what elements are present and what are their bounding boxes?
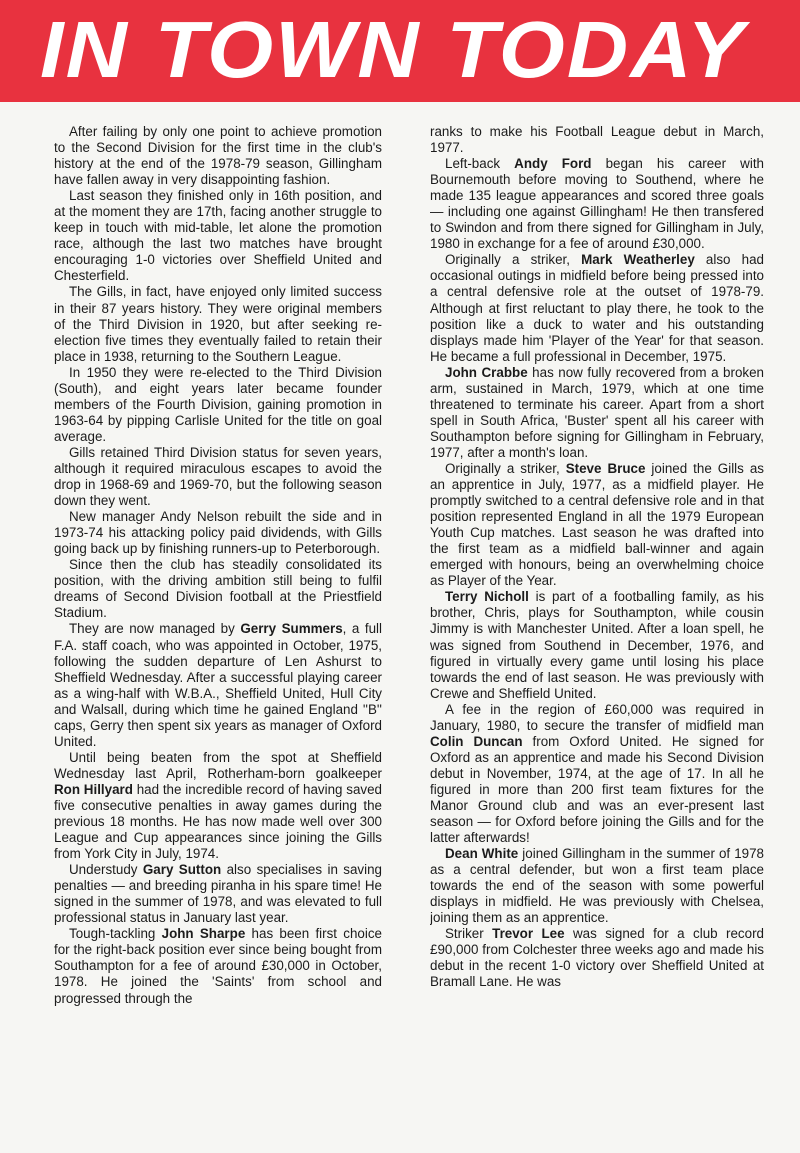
article-paragraph — [54, 509, 382, 557]
article-paragraph — [54, 365, 382, 445]
paragraph-text: joined Gillingham in the summer of 1978 as a central defender, but won a first team place towards the end of the season with some powerful displays in midfield. He was previously with Chelsea, joining them as an apprentice. — [430, 846, 764, 926]
paragraph-text: Gills retained Third Division status for seven years, although it required miraculous escapes to avoid the drop in 1968-69 and 1969-70, but the following season down they went. — [54, 444, 382, 509]
article-paragraph — [54, 750, 382, 862]
player-name: Gary Sutton — [142, 862, 222, 878]
article-paragraph — [430, 461, 764, 589]
paragraph-text: Until being beaten from the spot at Sheffield Wednesday last April, Rotherham-born goalkeeper — [54, 749, 382, 781]
paragraph-text: had the incredible record of having saved five consecutive penalties in away games during the previous 18 months. He has now made well over 300 League and Cup appearances since joining the Gills from York City in July, 1974. — [54, 781, 382, 862]
paragraph-text: They are now managed by — [69, 621, 241, 637]
paragraph-text: New manager Andy Nelson rebuilt the side and in 1973-74 his attacking policy paid dividends, with Gills going back up by finishing runners-up to Peterborough. — [54, 509, 382, 557]
paragraph-text: Originally a striker, — [445, 460, 566, 476]
article-paragraph — [54, 862, 382, 926]
article-paragraph — [430, 252, 764, 364]
page-title: IN TOWN TODAY — [40, 5, 746, 94]
article-paragraph — [54, 926, 382, 1006]
article-paragraph — [54, 621, 382, 749]
article-paragraph — [430, 589, 764, 701]
article-paragraph — [430, 846, 764, 926]
paragraph-text: In 1950 they were re-elected to the Third Division (South), and eight years later became founder members of the Fourth Division, gaining promotion in 1963-64 by pipping Carlisle United for the title on goal average. — [54, 364, 382, 444]
paragraph-text: Striker — [445, 926, 493, 942]
paragraph-text: Understudy — [69, 862, 143, 878]
article-paragraph — [430, 365, 764, 461]
player-name: Andy Ford — [514, 156, 592, 172]
article-column-left — [54, 124, 382, 1144]
paragraph-text: The Gills, in fact, have enjoyed only limited success in their 87 years history. They were original members of the Third Division in 1920, but after seeking re-election five times they eventually failed to retain their place in 1938, returning to the Southern League. — [54, 284, 382, 364]
article-paragraph — [54, 445, 382, 509]
article-paragraph — [430, 702, 764, 846]
article-paragraph — [54, 124, 382, 188]
player-name: Terry Nicholl — [445, 589, 529, 605]
article-paragraph — [54, 557, 382, 621]
player-name: John Crabbe — [445, 364, 528, 380]
article-paragraph — [430, 124, 764, 156]
article-paragraph — [430, 926, 764, 990]
paragraph-text: ranks to make his Football League debut in March, 1977. — [430, 124, 764, 156]
paragraph-text: is part of a footballing family, as his brother, Chris, plays for Southampton, while cousin Jimmy is with Manchester United. After a loan spell, he was signed from Southend in December, 1976, and figured in virtually every game until losing his place towards the end of last season. He was previously with Crewe and Sheffield United. — [430, 589, 764, 701]
paragraph-text: Originally a striker, — [445, 252, 582, 268]
player-name: Dean White — [445, 846, 519, 862]
paragraph-text: Last season they finished only in 16th position, and at the moment they are 17th, facing another struggle to keep in touch with mid-table, let alone the promotion race, although the last two matches have brought encouraging 1-0 victories over Sheffield United and Chesterfield. — [54, 188, 382, 284]
article-column-right — [430, 124, 764, 1144]
paragraph-text: from Oxford United. He signed for Oxford as an apprentice and made his Second Division debut in November, 1974, at the age of 17. In all he figured in more than 200 first team fixtures for the Manor Ground club and was an ever-present last season — for Oxford before joining the Gills and for the latter afterwards! — [430, 733, 764, 846]
paragraph-text: also had occasional outings in midfield before being pressed into a central defensive role at the outset of 1978-79. Although at first reluctant to play there, he took to the position like a duck to water and his outstanding displays made him 'Player of the Year' for that season. He became a full professional in December, 1975. — [430, 252, 764, 364]
title-banner — [0, 0, 800, 102]
player-name: Steve Bruce — [565, 460, 646, 476]
article-paragraph — [54, 284, 382, 364]
paragraph-text: began his career with Bournemouth before moving to Southend, where he made 135 league appearances and scored three goals — including one against Gillingham! He then transfered to Swindon and from there signed for Gillingham in July, 1980 in exchange for a fee of around £30,000. — [430, 156, 764, 252]
paragraph-text: , a full F.A. staff coach, who was appointed in October, 1975, following the sudden departure of Len Ashurst to Sheffield Wednesday. After a successful playing career as a wing-half with W.B.A., Sheffield United, Hull City and Walsall, during which time he gained England ''B'' caps, Gerry then spent six years as manager of Oxford United. — [54, 621, 382, 749]
article-paragraph — [430, 156, 764, 252]
paragraph-text: After failing by only one point to achieve promotion to the Second Division for the first time in the club's history at the end of the 1978-79 season, Gillingham have fallen away in very disappointing fashion. — [54, 124, 382, 188]
paragraph-text: Since then the club has steadily consolidated its position, with the driving ambition still being to fulfil dreams of Second Division football at the Priestfield Stadium. — [54, 557, 382, 621]
paragraph-text: Left-back — [445, 156, 515, 172]
paragraph-text: has now fully recovered from a broken arm, sustained in March, 1979, which at one time threatened to terminate his career. Apart from a short spell in South Africa, 'Buster' spent all his career with Southampton before signing for Gillingham in February, 1977, after a month's loan. — [430, 364, 764, 460]
player-name: Colin Duncan — [430, 733, 523, 749]
player-name: Gerry Summers — [240, 621, 343, 637]
player-name: Ron Hillyard — [54, 781, 133, 797]
article-paragraph — [54, 188, 382, 284]
paragraph-text: A fee in the region of £60,000 was required in January, 1980, to secure the transfer of midfield man — [430, 701, 764, 733]
player-name: Trevor Lee — [492, 926, 565, 942]
paragraph-text: has been first choice for the right-back position ever since being bought from Southampton for a fee of around £30,000 in October, 1978. He joined the 'Saints' from school and progressed through the — [54, 926, 382, 1006]
paragraph-text: joined the Gills as an apprentice in July, 1977, as a midfield player. He promptly switched to a central defensive role and in that position represented England in all the 1979 European Youth Cup matches. Last season he was drafted into the first team as a midfield ball-winner and again emerged with honours, being an overwhelming choice as Player of the Year. — [430, 460, 764, 589]
player-name: John Sharpe — [161, 926, 246, 942]
paragraph-text: also specialises in saving penalties — and breeding piranha in his spare time! He signed in the summer of 1978, and was elevated to full professional status in January last year. — [54, 862, 382, 926]
paragraph-text: Tough-tackling — [69, 926, 162, 942]
paragraph-text: was signed for a club record £90,000 from Colchester three weeks ago and made his debut in the recent 1-0 victory over Sheffield United at Bramall Lane. He was — [430, 926, 764, 990]
player-name: Mark Weatherley — [581, 252, 695, 268]
